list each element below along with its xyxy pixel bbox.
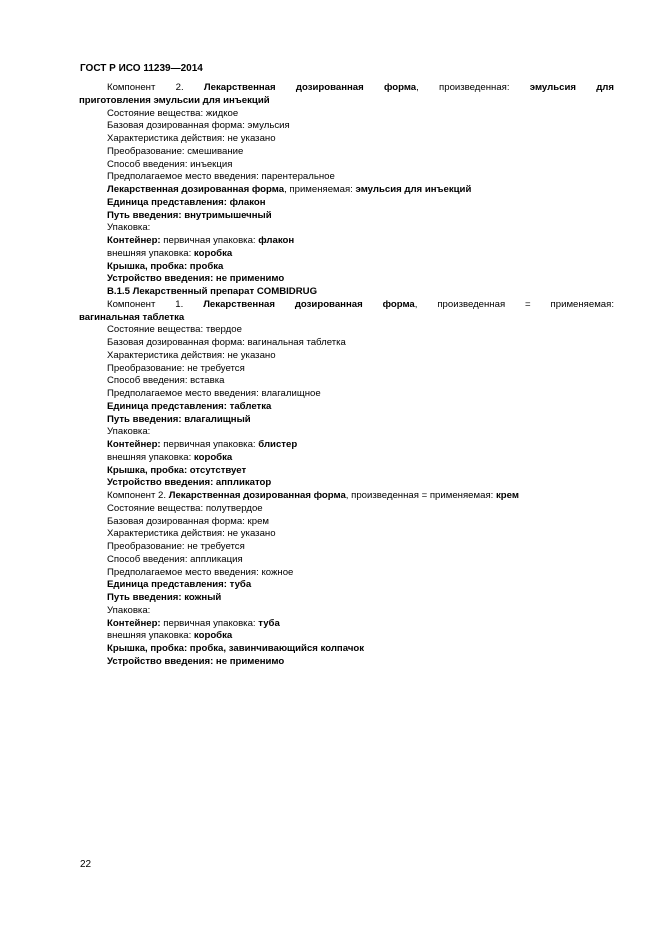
text-run: Контейнер: bbox=[107, 235, 161, 246]
text-line bbox=[79, 643, 614, 656]
text-line bbox=[79, 401, 614, 414]
text-run: Характеристика действия: не указано bbox=[107, 349, 276, 361]
text-line bbox=[79, 261, 614, 274]
text-line bbox=[79, 516, 614, 529]
text-run: Базовая дозированная форма: вагинальная таблетка bbox=[107, 337, 346, 348]
text-line bbox=[79, 605, 614, 618]
text-run: , произведенная = применяемая: bbox=[345, 490, 496, 501]
text-run: Способ введения: инъекция bbox=[107, 158, 233, 170]
text-run: Предполагаемое место введения: кожное bbox=[107, 566, 294, 578]
text-run: Способ введения: вставка bbox=[107, 375, 225, 387]
text-run: Единица представления: таблетка bbox=[107, 400, 272, 412]
text-run: вагинальная таблетка bbox=[79, 311, 185, 323]
text-run: внешняя упаковка: bbox=[107, 247, 194, 259]
text-run: , применяемая: bbox=[284, 184, 356, 195]
text-run: Предполагаемое место введения: парентеральное bbox=[107, 171, 335, 183]
text-line bbox=[79, 108, 614, 121]
text-run: Лекарственная дозированная форма bbox=[203, 82, 417, 93]
text-line bbox=[79, 528, 614, 541]
text-line bbox=[79, 363, 614, 376]
text-run: Контейнер: bbox=[107, 617, 161, 629]
text-run: Состояние вещества: твердое bbox=[107, 324, 242, 336]
text-line bbox=[79, 439, 614, 452]
text-line bbox=[79, 312, 614, 325]
text-run: Предполагаемое место введения: влагалищное bbox=[107, 388, 321, 399]
text-line bbox=[79, 146, 614, 159]
text-run: Единица представления: флакон bbox=[107, 196, 266, 208]
document-header: ГОСТ Р ИСО 11239—2014 bbox=[80, 63, 203, 74]
text-run: Характеристика действия: не указано bbox=[107, 528, 276, 540]
document-body bbox=[79, 82, 614, 669]
page-number: 22 bbox=[80, 859, 92, 870]
text-run: Упаковка: bbox=[107, 426, 151, 438]
text-run: Крышка, пробка: пробка, завинчивающийся колпачок bbox=[107, 643, 365, 654]
text-line bbox=[79, 388, 614, 401]
text-run: Способ введения: аппликация bbox=[107, 553, 243, 565]
text-run: коробка bbox=[193, 630, 233, 642]
text-line bbox=[79, 452, 614, 465]
text-line bbox=[79, 299, 614, 312]
text-run: Лекарственная дозированная форма bbox=[168, 490, 346, 501]
text-line bbox=[79, 656, 614, 669]
text-line bbox=[79, 273, 614, 286]
text-line bbox=[79, 82, 614, 95]
text-run: Состояние вещества: полутвердое bbox=[107, 502, 263, 514]
section-heading bbox=[79, 286, 614, 299]
text-run: Упаковка: bbox=[107, 222, 151, 234]
text-run: флакон bbox=[258, 235, 295, 246]
text-run: коробка bbox=[193, 451, 233, 463]
text-run: Устройство введения: не применимо bbox=[107, 273, 285, 285]
text-run: Упаковка: bbox=[107, 604, 151, 616]
text-line bbox=[79, 579, 614, 592]
text-run: крем bbox=[495, 490, 519, 501]
text-run: внешняя упаковка: bbox=[107, 630, 194, 642]
text-run: Компонент 1. bbox=[107, 298, 204, 310]
text-line bbox=[79, 197, 614, 210]
text-line bbox=[79, 465, 614, 478]
text-line bbox=[79, 184, 614, 197]
text-line bbox=[79, 503, 614, 516]
text-line bbox=[79, 350, 614, 363]
text-run: Лекарственная дозированная форма bbox=[203, 298, 415, 310]
text-run: первичная упаковка: bbox=[160, 617, 259, 629]
text-line bbox=[79, 375, 614, 388]
text-run: туба bbox=[258, 617, 280, 629]
text-line bbox=[79, 95, 614, 108]
text-line bbox=[79, 337, 614, 350]
text-run: первичная упаковка: bbox=[160, 439, 259, 450]
text-line bbox=[79, 618, 614, 631]
text-line bbox=[79, 477, 614, 490]
text-line bbox=[79, 554, 614, 567]
text-line bbox=[79, 171, 614, 184]
text-line bbox=[79, 133, 614, 146]
text-run: Единица представления: туба bbox=[107, 579, 252, 591]
text-run: коробка bbox=[193, 247, 233, 259]
text-line bbox=[79, 414, 614, 427]
text-run: В.1.5 Лекарственный препарат COMBIDRUG bbox=[107, 286, 318, 297]
text-line bbox=[79, 210, 614, 223]
text-run: Характеристика действия: не указано bbox=[107, 133, 276, 144]
text-run: первичная упаковка: bbox=[160, 235, 259, 246]
text-run: эмульсия для инъекций bbox=[355, 184, 472, 195]
text-run: Путь введения: внутримышечный bbox=[107, 209, 272, 221]
text-run: Контейнер: bbox=[107, 439, 161, 450]
text-run: эмульсия для bbox=[529, 82, 614, 93]
text-line bbox=[79, 235, 614, 248]
text-run: Лекарственная дозированная форма bbox=[107, 184, 285, 195]
text-line bbox=[79, 567, 614, 580]
text-line bbox=[79, 159, 614, 172]
text-run: приготовления эмульсии для инъекций bbox=[79, 94, 270, 106]
text-run: , произведенная: bbox=[416, 82, 530, 93]
text-run: Устройство введения: аппликатор bbox=[107, 477, 272, 489]
text-run: Путь введения: кожный bbox=[107, 592, 222, 603]
text-run: Базовая дозированная форма: эмульсия bbox=[107, 120, 290, 132]
text-line bbox=[79, 541, 614, 554]
text-run: , произведенная = применяемая: bbox=[414, 298, 614, 310]
text-run: блистер bbox=[258, 439, 298, 450]
text-run: Путь введения: влагалищный bbox=[107, 413, 251, 425]
text-run: Устройство введения: не применимо bbox=[107, 655, 285, 667]
text-line bbox=[79, 630, 614, 643]
text-line bbox=[79, 490, 614, 503]
text-line bbox=[79, 120, 614, 133]
text-run: Крышка, пробка: пробка bbox=[107, 260, 224, 272]
text-line bbox=[79, 222, 614, 235]
text-line bbox=[79, 248, 614, 261]
text-run: Крышка, пробка: отсутствует bbox=[107, 464, 247, 476]
text-run: Компонент 2. bbox=[107, 490, 169, 501]
text-line bbox=[79, 324, 614, 337]
text-run: Базовая дозированная форма: крем bbox=[107, 515, 269, 527]
text-run: Преобразование: не требуется bbox=[107, 362, 245, 374]
text-line bbox=[79, 592, 614, 605]
text-line bbox=[79, 426, 614, 439]
text-run: Преобразование: не требуется bbox=[107, 541, 245, 552]
text-run: Преобразование: смешивание bbox=[107, 145, 244, 157]
text-run: внешняя упаковка: bbox=[107, 451, 194, 463]
text-run: Компонент 2. bbox=[107, 82, 204, 93]
text-run: Состояние вещества: жидкое bbox=[107, 107, 239, 119]
